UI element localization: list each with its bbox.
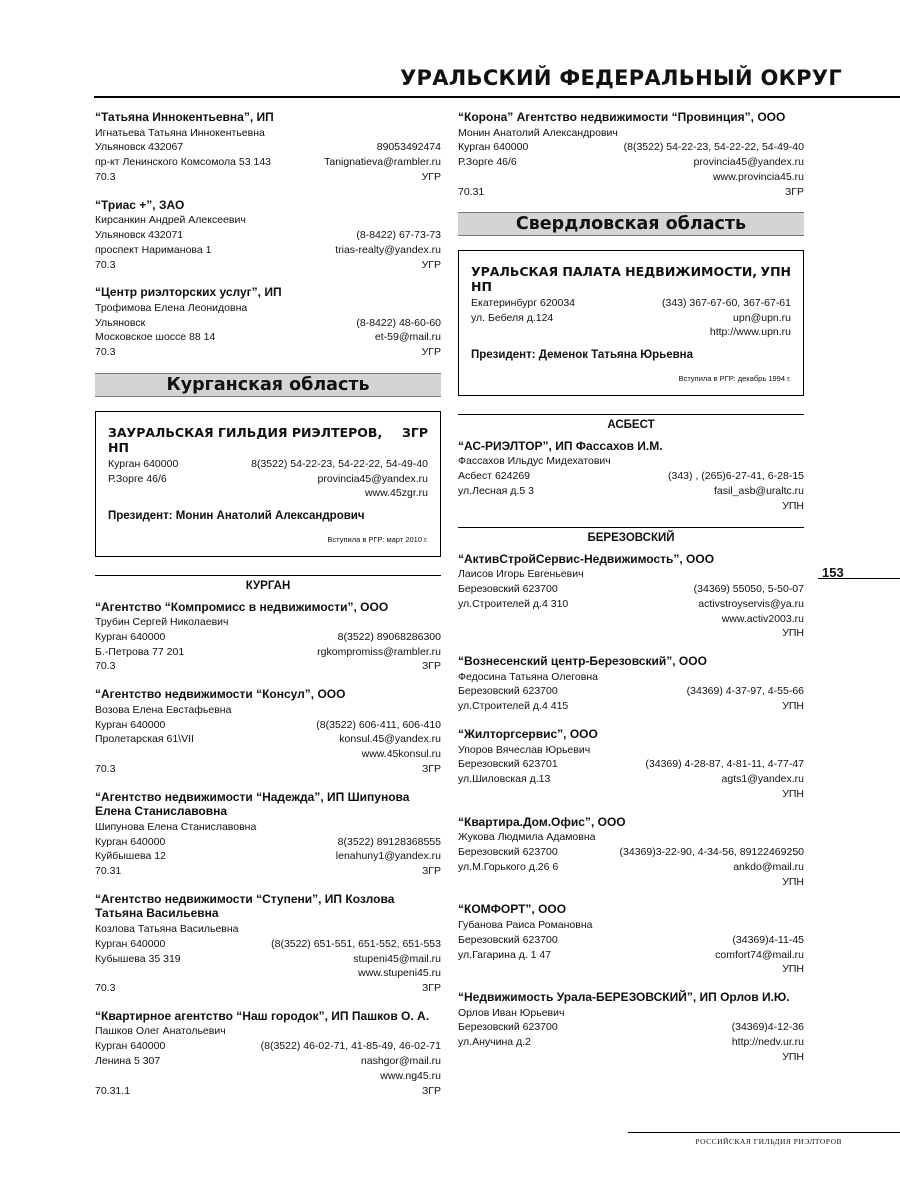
contact-right: agts1@yandex.ru [721, 773, 804, 786]
listing-entry [95, 110, 441, 185]
listing-entry [95, 285, 441, 360]
listing-name: “Агентство недвижимости “Надежда”, ИП Шипунова Елена Станиславовна [95, 789, 410, 819]
contact-row [95, 835, 441, 850]
listing-person: Пашков Олег Анатольевич [95, 1025, 226, 1038]
contact-left: Ульяновск 432067 [95, 141, 184, 154]
listing-name: “Квартира.Дом.Офис”, ООО [458, 814, 626, 829]
contact-right: provincia45@yandex.ru [317, 472, 428, 485]
contact-row [108, 486, 428, 501]
contact-right: (34369)4-11-45 [732, 933, 804, 946]
association-box-zgr [95, 411, 441, 557]
contact-left: Куйбышева 12 [95, 850, 166, 863]
contact-left: Ленина 5 307 [95, 1055, 161, 1067]
listing-name: “Вознесенский центр-Березовский”, ООО [458, 654, 707, 669]
listing-name: “Центр риэлторских услуг”, ИП [95, 285, 282, 300]
listing-entry [95, 600, 441, 675]
contact-left: Курган 640000 [95, 1040, 166, 1053]
contact-right: www.activ2003.ru [721, 612, 804, 625]
contact-left: пр-кт Ленинского Комсомола 53 143 [95, 156, 272, 169]
contact-row [471, 311, 791, 326]
contact-right: 8(3522) 54-22-23, 54-22-22, 54-49-40 [251, 458, 428, 471]
contact-row [95, 747, 441, 762]
listing-person: Жукова Людмила Адамовна [458, 831, 596, 844]
listing-name: “АС-РИЭЛТОР”, ИП Фассахов И.М. [458, 438, 663, 453]
contact-left: Кубышева 35 319 [95, 952, 181, 965]
contact-row [95, 659, 441, 674]
contact-left: Березовский 623700 [458, 1021, 558, 1034]
contact-right: УПН [782, 627, 804, 640]
contact-row [458, 699, 804, 714]
listing-person: Упоров Вячеслав Юрьевич [458, 743, 591, 756]
listing-person: Игнатьева Татьяна Иннокентьевна [95, 126, 265, 139]
contact-row [108, 472, 428, 487]
contact-row [458, 499, 804, 514]
contact-left: ул.Строителей д.4 415 [458, 700, 569, 713]
contact-row [458, 875, 804, 890]
contact-left: Екатеринбург 620034 [471, 297, 576, 310]
contact-left: ул.М.Горького д.26 6 [458, 860, 559, 873]
contact-row [95, 937, 441, 952]
contact-row [458, 185, 804, 200]
contact-right: www.ng45.ru [380, 1069, 441, 1082]
contact-left: Курган 640000 [95, 835, 166, 848]
contact-right: (34369) 4-28-87, 4-81-11, 4-77-47 [645, 758, 804, 771]
contact-right: УПН [782, 499, 804, 512]
contact-left: Березовский 623700 [458, 685, 558, 698]
contact-left: 70.3 [95, 170, 116, 183]
contact-right: konsul.45@yandex.ru [339, 733, 441, 746]
contact-right: http://www.upn.ru [709, 326, 791, 339]
contact-row [95, 981, 441, 996]
contact-left: 70.3 [95, 660, 116, 673]
contact-row [95, 140, 441, 155]
contact-right: (8(3522) 606-411, 606-410 [316, 718, 441, 731]
kurgan-entries [95, 600, 441, 1099]
listing-person: Шипунова Елена Станиславовна [95, 820, 257, 833]
contact-right: ankdo@mail.ru [733, 860, 804, 873]
listing-entry [458, 815, 804, 890]
listing-name: “Агентство “Компромисс в недвижимости”, ООО [95, 599, 389, 614]
contact-row [458, 469, 804, 484]
listing-entry [95, 198, 441, 273]
contact-left: Березовский 623700 [458, 933, 558, 946]
listing-person: Фассахов Ильдус Мидехатович [458, 455, 611, 468]
contact-right: stupeni45@mail.ru [353, 952, 441, 965]
contact-row [95, 1039, 441, 1054]
contact-left: Б.-Петрова 77 201 [95, 645, 185, 658]
contact-row [458, 948, 804, 963]
contact-row [95, 316, 441, 331]
contact-row [95, 258, 441, 273]
contact-right: activstroyservis@ya.ru [698, 597, 804, 610]
left-top-entries [95, 110, 441, 360]
contact-right: УПН [782, 787, 804, 800]
listing-person: Трубин Сергей Николаевич [95, 616, 229, 629]
contact-left: Курган 640000 [95, 937, 166, 950]
contact-row [95, 1054, 441, 1069]
contact-right: trias-realty@yandex.ru [335, 243, 441, 256]
listing-entry [458, 990, 804, 1065]
contact-row [458, 845, 804, 860]
listing-entry [458, 654, 804, 714]
contact-right: http://nedv.ur.ru [731, 1036, 804, 1049]
contact-right: УПН [782, 875, 804, 888]
contact-left: 70.3 [95, 762, 116, 775]
contact-right: www.provincia45.ru [712, 170, 804, 183]
contact-left: Курган 640000 [458, 141, 529, 154]
listing-entry [95, 790, 441, 879]
contact-row [458, 860, 804, 875]
contact-row [95, 243, 441, 258]
listing-entry [95, 892, 441, 996]
contact-row [458, 757, 804, 772]
contact-row [458, 1050, 804, 1065]
contact-left: ул.Гагарина д. 1 47 [458, 948, 552, 961]
contact-right: ЗГР [421, 865, 441, 878]
contact-left: Р.Зорге 46/6 [108, 472, 167, 485]
footer-rule [628, 1132, 900, 1133]
contact-right: УГР [421, 170, 441, 183]
contact-row [95, 732, 441, 747]
contact-row [95, 228, 441, 243]
association-contacts [471, 296, 791, 340]
contact-right: (34369) 55050, 5-50-07 [693, 582, 804, 595]
contact-row [95, 952, 441, 967]
listing-person: Трофимова Елена Леонидовна [95, 301, 248, 314]
page-number: 153 [822, 565, 844, 580]
contact-row [471, 296, 791, 311]
contact-right: (34369)3-22-90, 4-34-56, 89122469250 [619, 846, 804, 859]
contact-left: 70.3 [95, 258, 116, 271]
contact-right: (8(3522) 651-551, 651-552, 651-553 [271, 937, 441, 950]
contact-right: fasil_asb@uraltc.ru [713, 485, 804, 498]
page-number-rule [818, 578, 900, 579]
contact-left: ул.Лесная д.5 3 [458, 485, 534, 498]
contact-left: Курган 640000 [95, 630, 166, 643]
contact-row [458, 155, 804, 170]
contact-right: nashgor@mail.ru [360, 1055, 441, 1067]
contact-row [458, 962, 804, 977]
footer-text: РОССИЙСКАЯ ГИЛЬДИЯ РИЭЛТОРОВ [695, 1137, 842, 1146]
contact-left: 70.3 [95, 346, 116, 359]
contact-right: Tanignatieva@rambler.ru [324, 156, 441, 169]
listing-entry [458, 902, 804, 977]
contact-left: ул.Шиловская д.13 [458, 773, 551, 786]
contact-right: 8(3522) 89068286300 [337, 630, 441, 643]
contact-row [458, 684, 804, 699]
right-top-entry [458, 110, 804, 199]
contact-right: comfort74@mail.ru [715, 948, 804, 961]
listing-entry [458, 552, 804, 641]
contact-row [458, 170, 804, 185]
city-heading-kurgan: КУРГАН [95, 575, 441, 592]
contact-left: 70.31.1 [95, 1084, 131, 1097]
contact-left: Березовский 623700 [458, 582, 558, 595]
contact-right: rgkompromiss@rambler.ru [317, 645, 441, 658]
contact-left: Р.Зорге 46/6 [458, 156, 517, 169]
contact-left: 70.31 [458, 185, 485, 198]
contact-row [95, 718, 441, 733]
listing-name: “КОМФОРТ”, ООО [458, 902, 567, 917]
contact-right: (8-8422) 67-73-73 [356, 228, 441, 241]
listing-name: “Жилторгсервис”, ООО [458, 727, 598, 742]
listing-name: “Агентство недвижимости “Ступени”, ИП Козлова Татьяна Васильевна [95, 891, 395, 921]
contact-left: Березовский 623700 [458, 846, 558, 859]
listing-entry [458, 110, 804, 199]
listing-name: “Недвижимость Урала-БЕРЕЗОВСКИЙ”, ИП Орлов И.Ю. [458, 990, 790, 1005]
left-column [95, 110, 441, 1111]
association-box-upn [458, 250, 804, 396]
contact-left: ул.Строителей д.4 310 [458, 597, 569, 610]
contact-right: ЗГР [421, 660, 441, 673]
listing-name: “Агентство недвижимости “Консул”, ООО [95, 687, 346, 702]
contact-left: Пролетарская 61\VII [95, 733, 194, 746]
contact-row [458, 1020, 804, 1035]
contact-row [95, 330, 441, 345]
contact-right: 8(3522) 89128368555 [337, 835, 441, 848]
association-president: Президент: Деменок Татьяна Юрьевна [471, 348, 694, 361]
contact-left: Ульяновск [95, 316, 146, 329]
contact-left: ул.Анучина д.2 [458, 1036, 531, 1049]
listing-person: Кирсанкин Андрей Алексеевич [95, 214, 246, 227]
contact-row [95, 345, 441, 360]
contact-row [458, 140, 804, 155]
contact-right: www.45zgr.ru [364, 487, 428, 500]
contact-right: ЗГР [784, 185, 804, 198]
contact-left: 70.3 [95, 982, 116, 995]
listing-name: “Татьяна Иннокентьевна”, ИП [95, 110, 274, 124]
listing-entry [95, 1009, 441, 1098]
contact-left: 70.31 [95, 865, 122, 878]
contact-left: ул. Бебеля д.124 [471, 311, 554, 324]
contact-right: et-59@mail.ru [374, 331, 441, 344]
contact-row [108, 457, 428, 472]
listing-person: Козлова Татьяна Васильевна [95, 922, 239, 935]
contact-row [458, 787, 804, 802]
contact-right: УПН [782, 700, 804, 713]
contact-row [458, 484, 804, 499]
contact-left: Курган 640000 [95, 718, 166, 731]
listing-name: “АктивСтройСервис-Недвижимость”, ООО [458, 551, 715, 566]
contact-right: www.stupeni45.ru [358, 967, 441, 980]
contact-row [95, 966, 441, 981]
listing-person: Возова Елена Евстафьевна [95, 703, 232, 716]
listing-person: Лаисов Игорь Евгеньевич [458, 568, 584, 581]
contact-row [95, 849, 441, 864]
listing-entry [95, 687, 441, 776]
contact-row [95, 630, 441, 645]
association-name: ЗАУРАЛЬСКАЯ ГИЛЬДИЯ РИЭЛТЕРОВ, НП ЗГР [108, 425, 428, 455]
contact-right: provincia45@yandex.ru [693, 156, 804, 169]
contact-row [95, 762, 441, 777]
listing-entry [458, 727, 804, 802]
listing-person: Федосина Татьяна Олеговна [458, 670, 598, 683]
listing-name: “Квартирное агентство “Наш городок”, ИП Пашков О. А. [95, 1008, 430, 1023]
contact-row [95, 1069, 441, 1084]
contact-right: (8(3522) 46-02-71, 41-85-49, 46-02-71 [260, 1040, 441, 1053]
contact-right: lenahuny1@yandex.ru [335, 850, 441, 863]
listing-name: “Триас +”, ЗАО [95, 197, 185, 212]
contact-left: Московское шоссе 88 14 [95, 331, 216, 344]
contact-right: upn@upn.ru [733, 311, 791, 324]
contact-row [458, 772, 804, 787]
contact-left: Березовский 623701 [458, 758, 558, 771]
city-heading-asbest: АСБЕСТ [458, 414, 804, 431]
contact-right: УПН [782, 963, 804, 976]
page-header-title: УРАЛЬСКИЙ ФЕДЕРАЛЬНЫЙ ОКРУГ [400, 66, 842, 90]
listing-person: Орлов Иван Юрьевич [458, 1006, 565, 1019]
header-rule [94, 96, 900, 98]
region-heading-kurgan: Курганская область [95, 373, 441, 397]
contact-right: (343) , (265)6-27-41, 6-28-15 [668, 470, 804, 483]
contact-right: УГР [421, 258, 441, 271]
contact-row [458, 582, 804, 597]
contact-row [95, 155, 441, 170]
contact-right: (34369) 4-37-97, 4-55-66 [686, 685, 804, 698]
contact-row [458, 597, 804, 612]
contact-right: ЗГР [421, 762, 441, 775]
contact-right: УПН [782, 1051, 804, 1063]
right-column [458, 110, 804, 1078]
association-joined-date: Вступила в РГР: март 2010 г. [327, 535, 428, 545]
berezovsky-entries [458, 552, 804, 1065]
city-heading-berezovsky: БЕРЕЗОВСКИЙ [458, 527, 804, 544]
contact-row [95, 1084, 441, 1099]
contact-right: 89053492474 [376, 141, 441, 154]
association-name: УРАЛЬСКАЯ ПАЛАТА НЕДВИЖИМОСТИ, НП УПН [471, 264, 791, 294]
contact-right: (8(3522) 54-22-23, 54-22-22, 54-49-40 [623, 141, 804, 154]
listing-entry [458, 439, 804, 514]
listing-person: Губанова Раиса Романовна [458, 918, 593, 931]
listing-person: Монин Анатолий Александрович [458, 126, 618, 139]
contact-row [458, 1035, 804, 1050]
contact-left: Курган 640000 [108, 458, 179, 471]
contact-right: www.45konsul.ru [361, 748, 441, 761]
contact-row [95, 645, 441, 660]
listing-name: “Корона” Агентство недвижимости “Провинция”, ООО [458, 110, 786, 124]
contact-right: (343) 367-67-60, 367-67-61 [661, 297, 791, 310]
contact-right: УГР [421, 346, 441, 359]
contact-right: (34369)4-12-36 [731, 1021, 804, 1034]
association-contacts [108, 457, 428, 501]
contact-row [458, 933, 804, 948]
association-president: Президент: Монин Анатолий Александрович [108, 509, 365, 522]
contact-row [95, 864, 441, 879]
contact-right: ЗГР [421, 982, 441, 995]
contact-row [471, 325, 791, 340]
contact-row [95, 170, 441, 185]
asbest-entries [458, 439, 804, 514]
contact-left: проспект Нариманова 1 [95, 243, 212, 256]
contact-row [458, 626, 804, 641]
contact-row [458, 612, 804, 627]
region-heading-sverdlovsk: Свердловская область [458, 212, 804, 236]
contact-left: Асбест 624269 [458, 470, 531, 483]
association-joined-date: Вступила в РГР: декабрь 1994 г. [678, 374, 791, 384]
contact-right: ЗГР [421, 1084, 441, 1097]
contact-left: Ульяновск 432071 [95, 228, 184, 241]
contact-right: (8-8422) 48-60-60 [356, 316, 441, 329]
